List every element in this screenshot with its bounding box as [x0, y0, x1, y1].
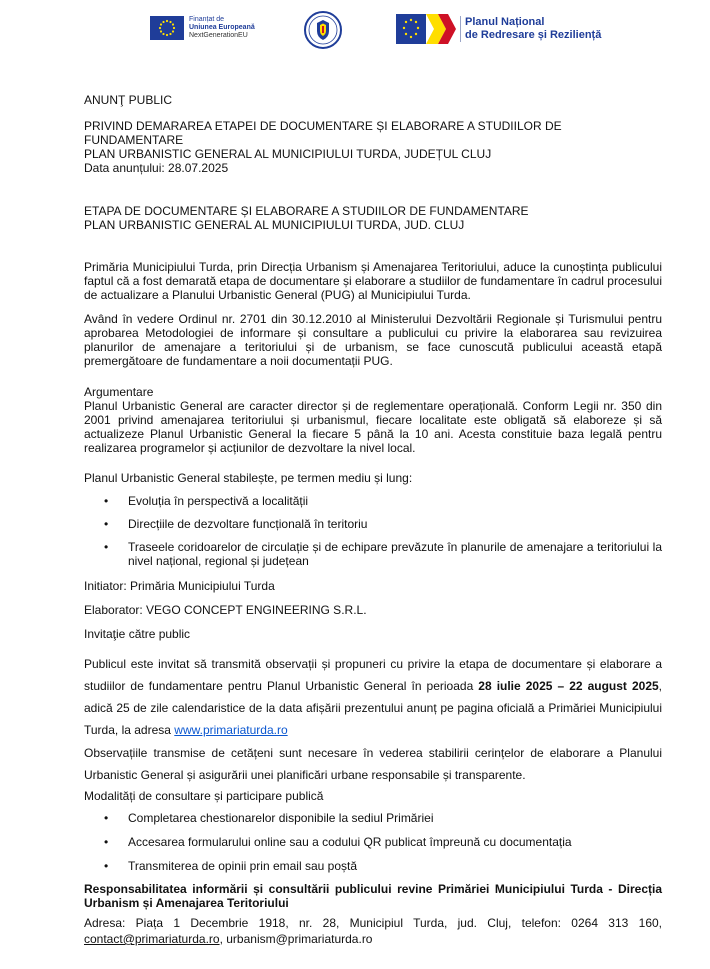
consultation-heading: Modalități de consultare și participare publică [84, 789, 324, 803]
invitation-period: 28 iulie 2025 – 22 august 2025 [478, 679, 659, 693]
list-item: • Accesarea formularului online sau a codului QR publicat împreună cu documentația [84, 835, 662, 849]
consultation-list [84, 811, 662, 873]
contact-address [84, 915, 662, 947]
eu-text-line1: Finanțat de [189, 16, 225, 23]
subtitle-line2: PLAN URBANISTIC GENERAL AL MUNICIPIULUI TURDA, JUD. CLUJ [84, 218, 465, 232]
list-item: • Traseele coridoarelor de circulație și de echipare prevăzute în planurile de amenajare a teritoriului la nivel național, regional și județean [84, 540, 662, 568]
observations-paragraph: Observațiile transmise de cetățeni sunt necesare în vederea stabilirii cerințelor de elaborare a Planului Urbanistic General și asigurării unei planificări urbane responsabile și transparente. [84, 746, 662, 782]
urbanism-email: urbanism@primariaturda.ro [226, 932, 373, 946]
elaborator-label: Elaborator [84, 603, 140, 617]
argument-heading: Argumentare [84, 385, 154, 399]
announcement-title [84, 119, 662, 161]
invitation-text-1: Publicul este invitat să transmită observații și propuneri cu privire la etapa de documentare și elaborare a studiilor de fundamentare pentru Planul Urbanistic General în perioada [84, 657, 662, 693]
list-item: • Evoluția în perspectivă a localității [84, 494, 662, 508]
elaborator-line [84, 603, 662, 617]
list-item: • Transmiterea de opinii prin email sau poștă [84, 859, 662, 873]
contact-email-link[interactable]: contact@primariaturda.ro [84, 932, 220, 946]
pnrr-logo [396, 12, 601, 46]
eu-flag-icon [150, 16, 184, 40]
subtitle-line1: ETAPA DE DOCUMENTARE ȘI ELABORARE A STUDIILOR DE FUNDAMENTARE [84, 204, 529, 218]
email-separator: , [219, 932, 227, 946]
website-link[interactable]: www.primariaturda.ro [174, 723, 288, 737]
address-text: Adresa: Piața 1 Decembrie 1918, nr. 28, Municipiul Turda, jud. Cluj, telefon: 0264 313 160, [84, 916, 662, 930]
announcement-date: Data anunțului: 28.07.2025 [84, 161, 229, 175]
initiator-label: Initiator [84, 579, 124, 593]
invitation-heading: Invitaţie către public [84, 627, 191, 641]
list-item: • Completarea chestionarelor disponibile la sediul Primăriei [84, 811, 662, 825]
objectives-list [84, 494, 662, 568]
pnrr-flag-icon [396, 12, 456, 46]
section-subtitle [84, 204, 662, 232]
invitation-text-2: , adică 25 de zile calendaristice de la data afișării prezentului anunț pe pagina oficială a Primăriei Municipiului Turda, la adresa [84, 679, 663, 737]
pnrr-text-line2: de Redresare și Reziliență [465, 29, 602, 41]
argument-paragraph: Planul Urbanistic General are caracter director și de reglementare operațională. Conform Legii nr. 350 din 2001 privind amenajarea teritoriului și urbanismul, fiecare localitate este obligată să elaboreze și să actualizeze Planul Urbanistic General la fiecare 5 până la 10 ani. Acesta constituie baza legală pentru realizarea programelor și acțiunilor de dezvoltare la nivel local. [84, 399, 662, 455]
invitation-paragraph [84, 653, 662, 741]
eu-text-line2: Uniunea Europeană [189, 24, 255, 31]
announcement-title-line2: PLAN URBANISTIC GENERAL AL MUNICIPIULUI TURDA, JUDEȚUL CLUJ [84, 147, 492, 161]
initiator-value: : Primăria Municipiului Turda [123, 579, 275, 593]
announcement-title-line1: PRIVIND DEMARAREA ETAPEI DE DOCUMENTARE ȘI ELABORARE A STUDIILOR DE FUNDAMENTARE [84, 119, 562, 147]
eu-text-line3: NextGenerationEU [189, 32, 248, 39]
government-seal-icon [303, 10, 343, 50]
intro-paragraph: Primăria Municipiului Turda, prin Direcția Urbanism și Amenajarea Teritoriului, aduce la cunoștința publicului faptul că a fost demarată etapa de documentare și elaborare a studiilor de fundamentare în cadrul procesului de actualizare a Planului Urbanistic General (PUG) al Municipiului Turda. [84, 260, 662, 302]
header-logos [0, 10, 710, 50]
announcement-label: ANUNŢ PUBLIC [84, 93, 173, 107]
responsibility-statement: Responsabilitatea informării și consultării publicului revine Primăriei Municipiului Turda - Direcția Urbanism și Amenajarea Teritoriului [84, 882, 662, 910]
list-item: • Direcțiile de dezvoltare funcțională în teritoriu [84, 517, 662, 531]
legal-basis-paragraph: Având în vedere Ordinul nr. 2701 din 30.12.2010 al Ministerului Dezvoltării Regionale și Turismului pentru aprobarea Metodologiei de informare și consultare a publicului cu privire la elaborarea sau revizuirea planurilor de amenajare a teritoriului și de urbanism, se face cunoscută publicului această etapă premergătoare de fundamentare a noii documentații PUG. [84, 312, 662, 368]
pnrr-text-line1: Planul Național [465, 16, 545, 28]
eu-funding-logo [150, 16, 255, 40]
initiator-line [84, 579, 662, 593]
elaborator-value: : VEGO CONCEPT ENGINEERING S.R.L. [139, 603, 367, 617]
objectives-intro: Planul Urbanistic General stabilește, pe termen mediu și lung: [84, 471, 413, 485]
